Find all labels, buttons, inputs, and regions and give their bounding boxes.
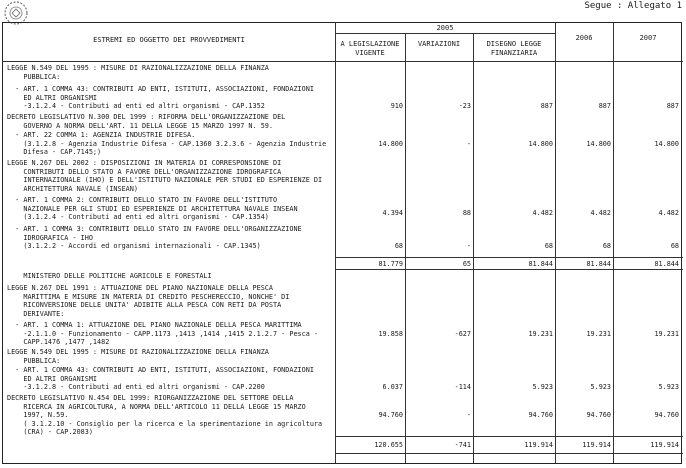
value-2007: 94.760 xyxy=(654,411,679,419)
column-header-year-2007: 2007 xyxy=(639,34,657,42)
subtotal-legislazione: 81.779 xyxy=(378,260,403,268)
value-disegno: 19.231 xyxy=(528,330,553,338)
column-header-legislazione: A LEGISLAZIONE VIGENTE xyxy=(340,40,400,57)
value-2007: 887 xyxy=(666,102,679,110)
value-2006: 68 xyxy=(602,242,611,250)
row-description: DECRETO LEGISLATIVO N.454 DEL 1999: RIORGANIZZAZIONE DEL SETTORE DELLA RICERCA IN AGRICOLTURA, A NORMA DELL'ARTICOLO 11 DELLA LEGGE 15 MARZO 1997, N.59. ( 3.1.2.10 - Consiglio per la ricerca e la sperimentazione in agricoltura (CRA) - CAP.2083) xyxy=(7,394,323,437)
value-2007: 14.800 xyxy=(654,140,679,148)
value-2006: 94.760 xyxy=(586,411,611,419)
row-description: DECRETO LEGISLATIVO N.300 DEL 1999 : RIFORMA DELL'ORGANIZZAZIONE DEL GOVERNO A NORMA DELL'ART. 11 DELLA LEGGE 15 MARZO 1997 N. 59. xyxy=(7,113,286,130)
value-2007: 19.231 xyxy=(654,330,679,338)
attachment-note: Segue : Allegato 1 xyxy=(584,1,682,11)
column-header-year-2006: 2006 xyxy=(575,34,593,42)
value-disegno: 14.800 xyxy=(528,140,553,148)
row-description: LEGGE N.549 DEL 1995 : MISURE DI RAZIONALIZZAZIONE DELLA FINANZA PUBBLICA: xyxy=(7,64,269,81)
row-description: LEGGE N.549 DEL 1995 : MISURE DI RAZIONALIZZAZIONE DELLA FINANZA PUBBLICA: xyxy=(7,348,269,365)
value-disegno: 94.760 xyxy=(528,411,553,419)
subtotal-rule xyxy=(335,453,683,454)
row-description: - ART. 22 COMMA 1: AGENZIA INDUSTRIE DIFESA. (3.1.2.8 - Agenzia Industrie Difesa - CAP.1360 3.2.3.6 - Agenzia Industrie Difesa - CAP.7145;) xyxy=(15,131,327,157)
value-2007: 68 xyxy=(670,242,679,250)
value-variazioni: -627 xyxy=(454,330,471,338)
value-variazioni: -114 xyxy=(454,383,471,391)
value-2007: 5.923 xyxy=(658,383,679,391)
value-legislazione: 6.037 xyxy=(382,383,403,391)
subtotal-rule xyxy=(335,436,683,437)
subtotal-2007: 81.844 xyxy=(654,260,679,268)
value-variazioni: - xyxy=(466,140,471,148)
subtotal-2006: 119.914 xyxy=(582,441,611,449)
value-2006: 19.231 xyxy=(586,330,611,338)
subtotal-rule xyxy=(335,257,683,258)
value-2006: 887 xyxy=(598,102,611,110)
column-header-disegno: DISEGNO LEGGE FINANZIARIA xyxy=(486,40,542,57)
value-variazioni: -23 xyxy=(458,102,471,110)
subtotal-disegno: 119.914 xyxy=(524,441,553,449)
value-variazioni: - xyxy=(466,411,471,419)
value-legislazione: 68 xyxy=(394,242,403,250)
value-legislazione: 94.760 xyxy=(378,411,403,419)
subtotal-2007: 119.914 xyxy=(650,441,679,449)
header-divider xyxy=(335,33,555,34)
row-description: - ART. 1 COMMA 2: CONTRIBUTI DELLO STATO IN FAVORE DELL'ISTITUTO NAZIONALE PER GLI STUDI ED ESPERIENZE DI ARCHITETTURA NAVALE INSEAN (3.1.2.4 - Contributi ad enti ed altri organismi - CAP.1354) xyxy=(15,196,298,222)
value-2006: 4.482 xyxy=(590,209,611,217)
ministry-heading: MINISTERO DELLE POLITICHE AGRICOLE E FORESTALI xyxy=(7,272,212,280)
value-legislazione: 4.394 xyxy=(382,209,403,217)
subtotal-2006: 81.844 xyxy=(586,260,611,268)
subtotal-disegno: 81.844 xyxy=(528,260,553,268)
subtotal-rule xyxy=(335,269,683,270)
value-disegno: 887 xyxy=(540,102,553,110)
row-description: - ART. 1 COMMA 1: ATTUAZIONE DEL PIANO NAZIONALE DELLA PESCA MARITTIMA -2.1.1.0 - Funzionamento - CAPP.1173 ,1413 ,1414 ,1415 2.1.2.7 - Pesca - CAPP.1476 ,1477 ,1482 xyxy=(15,321,318,347)
value-disegno: 68 xyxy=(544,242,553,250)
header-bottom-border xyxy=(3,61,683,62)
value-legislazione: 19.858 xyxy=(378,330,403,338)
value-disegno: 4.482 xyxy=(532,209,553,217)
value-legislazione: 910 xyxy=(390,102,403,110)
subtotal-variazioni: 65 xyxy=(462,260,471,268)
value-2006: 14.800 xyxy=(586,140,611,148)
subtotal-legislazione: 120.655 xyxy=(374,441,403,449)
value-variazioni: 88 xyxy=(462,209,471,217)
row-description: LEGGE N.267 DEL 2002 : DISPOSIZIONI IN MATERIA DI CORRESPONSIONE DI CONTRIBUTI DELLO STATO A FAVORE DELL'ORGANIZZAZIONE IDROGRAFICA INTERNAZIONALE (IHO) E DELL'ISTITUTO NAZIONALE PER STUDI ED ESPERIENZE DI ARCHITETTURA NAVALE (INSEAN) xyxy=(7,159,323,193)
row-description: - ART. 1 COMMA 43: CONTRIBUTI AD ENTI, ISTITUTI, ASSOCIAZIONI, FONDAZIONI ED ALTRI ORGANISMI -3.1.2.8 - Contributi ad enti ed altri organismi - CAP.2200 xyxy=(15,366,314,392)
subtotal-variazioni: -741 xyxy=(454,441,471,449)
row-description: LEGGE N.267 DEL 1991 : ATTUAZIONE DEL PIANO NAZIONALE DELLA PESCA MARITTIMA E MISURE IN MATERIA DI CREDITO PESCHERECCIO, NONCHE' DI RICONVERSIONE DELLE UNITA' ADIBITE ALLA PESCA CON RETI DA POSTA DERIVANTE: xyxy=(7,284,290,318)
value-disegno: 5.923 xyxy=(532,383,553,391)
column-header-year-2005: 2005 xyxy=(436,24,454,32)
column-header-variazioni: VARIAZIONI xyxy=(417,40,461,48)
budget-table xyxy=(2,22,682,464)
column-header-provvedimenti: ESTREMI ED OGGETTO DEI PROVVEDIMENTI xyxy=(93,36,245,44)
value-2006: 5.923 xyxy=(590,383,611,391)
value-legislazione: 14.800 xyxy=(378,140,403,148)
value-2007: 4.482 xyxy=(658,209,679,217)
row-description: - ART. 1 COMMA 43: CONTRIBUTI AD ENTI, ISTITUTI, ASSOCIAZIONI, FONDAZIONI ED ALTRI ORGANISMI -3.1.2.4 - Contributi ad enti ed altri organismi - CAP.1352 xyxy=(15,85,314,111)
value-variazioni: - xyxy=(466,242,471,250)
row-description: - ART. 1 COMMA 3: CONTRIBUTI DELLO STATO IN FAVORE DELL'ORGANIZZAZIONE IDROGRAFICA - IHO (3.1.2.2 - Accordi ed organismi internazionali - CAP.1345) xyxy=(15,225,302,251)
